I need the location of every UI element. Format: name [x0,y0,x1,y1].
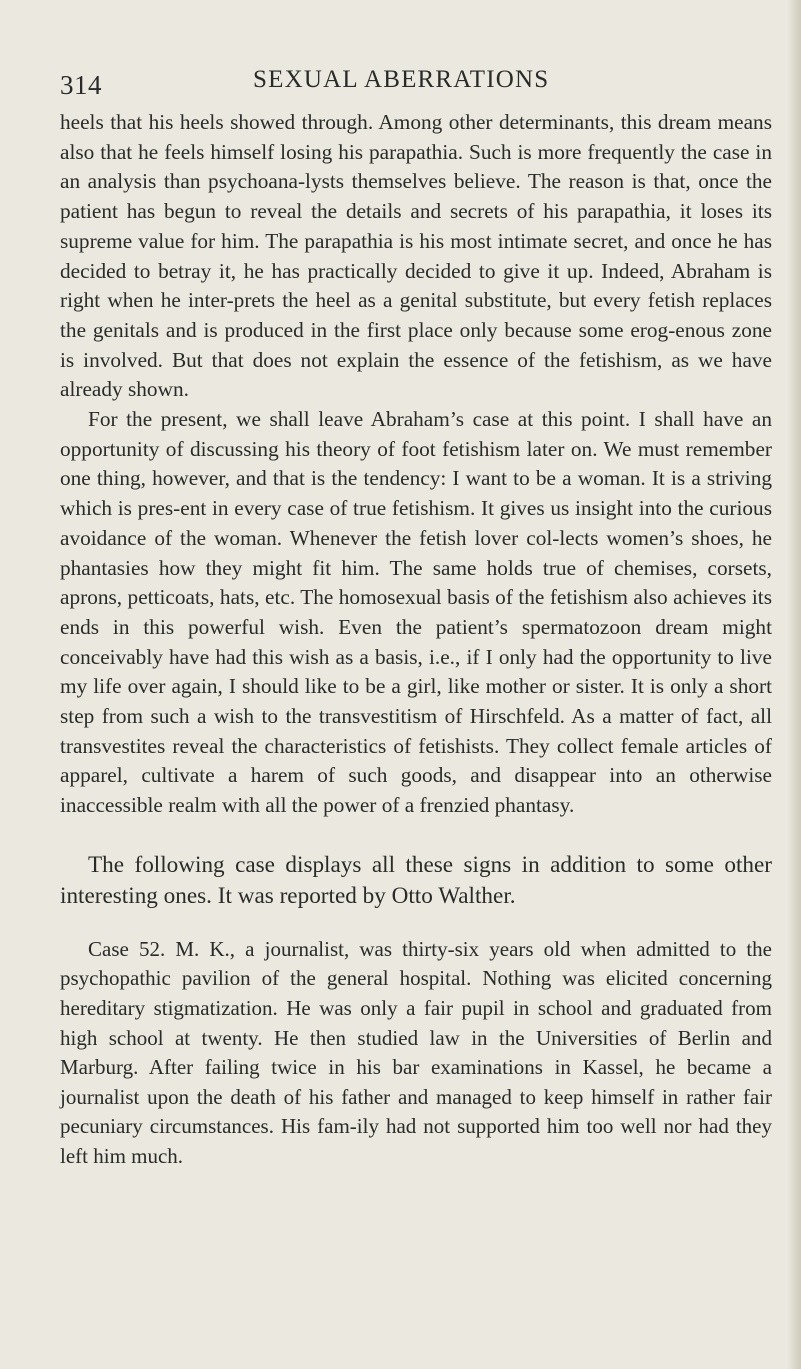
body-text [60,108,772,1172]
paragraph-continuation: heels that his heels showed through. Among other determinants, this dream means also that he feels himself losing his parapathia. Such is more frequently the case in an analysis than psychoana-lysts themselves believe. The reason is that, once the patient has begun to reveal the details and secrets of his parapathia, it loses its supreme value for him. The parapathia is his most intimate secret, and once he has decided to betray it, he has practically decided to give it up. Indeed, Abraham is right when he inter-prets the heel as a genital substitute, but every fetish replaces the genitals and is produced in the first place only because some erog-enous zone is involved. But that does not explain the essence of the fetishism, as we have already shown. [60,110,772,402]
paragraph-abraham-case: For the present, we shall leave Abraham’s case at this point. I shall have an opportunity of discussing his theory of foot fetishism later on. We must remember one thing, however, and that is the tendency: I want to be a woman. It is a striving which is pres-ent in every case of true fetishism. It gives us insight into the curious avoidance of the woman. Whenever the fetish lover col-lects women’s shoes, he phantasies how they might fit him. The same holds true of chemises, corsets, aprons, petticoats, hats, etc. The homosexual basis of the fetishism also achieves its ends in this powerful wish. Even the patient’s spermatozoon dream might conceivably have had this wish as a basis, i.e., if I only had the opportunity to live my life over again, I should like to be a girl, like mother or sister. It is only a short step from such a wish to the transvestitism of Hirschfeld. As a matter of fact, all transvestites reveal the characteristics of fetishists. They collect female articles of apparel, cultivate a harem of such goods, and disappear into an otherwise inaccessible realm with all the power of a frenzied phantasy. [60,407,772,818]
running-head [60,66,760,106]
page-edge-shadow [787,0,801,1369]
paragraph-case-52: Case 52. M. K., a journalist, was thirty-six years old when admitted to the psychopathic pavilion of the general hospital. Nothing was elicited concerning hereditary stigmatization. He was only a fair pupil in school and graduated from high school at twenty. He then studied law in the Universities of Berlin and Marburg. After failing twice in his bar examinations in Kassel, he became a journalist upon the death of his father and managed to keep himself in rather fair pecuniary circumstances. His fam-ily had not supported him too well nor had they left him much. [60,936,772,1169]
paragraph-case-introduction: The following case displays all these signs in addition to some other interesting ones. It was reported by Otto Walther. [60,851,772,909]
running-title: SEXUAL ABERRATIONS [253,66,550,93]
page-number: 314 [60,70,102,100]
